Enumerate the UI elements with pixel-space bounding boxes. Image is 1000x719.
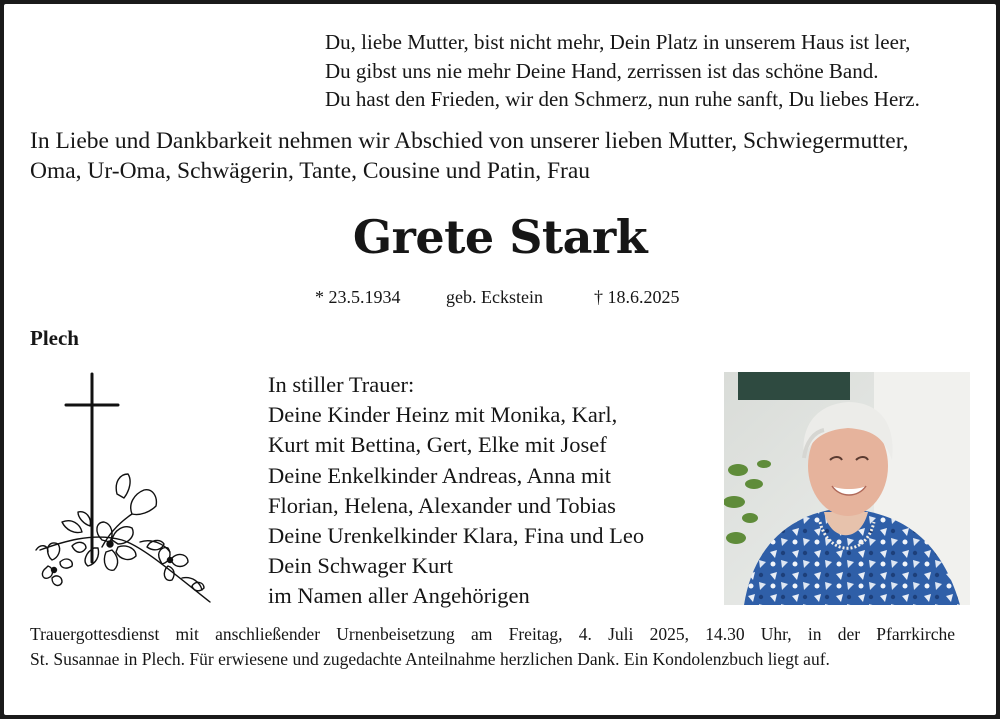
intro-line: In Liebe und Dankbarkeit nehmen wir Abschied von unserer lieben Mutter, Schwiegermutter, bbox=[30, 128, 909, 154]
portrait-photo bbox=[724, 372, 970, 605]
birth-date: * 23.5.1934 bbox=[315, 287, 401, 307]
mourners-line: Florian, Helena, Alexander und Tobias bbox=[268, 492, 616, 518]
service-line: Trauergottesdienst mit anschließender Urnenbeisetzung am Freitag, 4. Juli 2025, 14.30 Uhr, in der Pfarrkirche bbox=[30, 624, 955, 644]
place-name: Plech bbox=[30, 326, 79, 350]
mourners-line: Dein Schwager Kurt bbox=[268, 553, 453, 579]
service-line: St. Susannae in Plech. Für erwiesene und zugedachte Anteilnahme herzlichen Dank. Ein Kondolenzbuch liegt auf. bbox=[30, 649, 830, 669]
poem bbox=[325, 28, 920, 114]
maiden-name: geb. Eckstein bbox=[446, 287, 543, 307]
intro-line: Oma, Ur-Oma, Schwägerin, Tante, Cousine und Patin, Frau bbox=[30, 158, 591, 184]
mourners-line: Deine Kinder Heinz mit Monika, Karl, bbox=[268, 402, 618, 428]
intro-text bbox=[30, 126, 908, 186]
mourners-list bbox=[268, 370, 644, 612]
service-info bbox=[30, 622, 955, 672]
mourners-line: Deine Urenkelkinder Klara, Fina und Leo bbox=[268, 523, 645, 549]
death-date: † 18.6.2025 bbox=[594, 287, 680, 307]
poem-line: Du gibst uns nie mehr Deine Hand, zerrissen ist das schöne Band. bbox=[325, 58, 879, 83]
mourners-line: Kurt mit Bettina, Gert, Elke mit Josef bbox=[268, 432, 607, 458]
obituary-card bbox=[4, 4, 996, 715]
mourners-line: In stiller Trauer: bbox=[268, 372, 415, 397]
poem-line: Du hast den Frieden, wir den Schmerz, nun ruhe sanft, Du liebes Herz. bbox=[325, 87, 920, 111]
poem-line: Du, liebe Mutter, bist nicht mehr, Dein Platz in unserem Haus ist leer, bbox=[325, 30, 911, 54]
mourners-line: im Namen aller Angehörigen bbox=[268, 583, 530, 609]
mourners-line: Deine Enkelkinder Andreas, Anna mit bbox=[268, 462, 612, 488]
cross-with-flowers-icon bbox=[32, 372, 217, 608]
deceased-name: Grete Stark bbox=[352, 210, 648, 264]
